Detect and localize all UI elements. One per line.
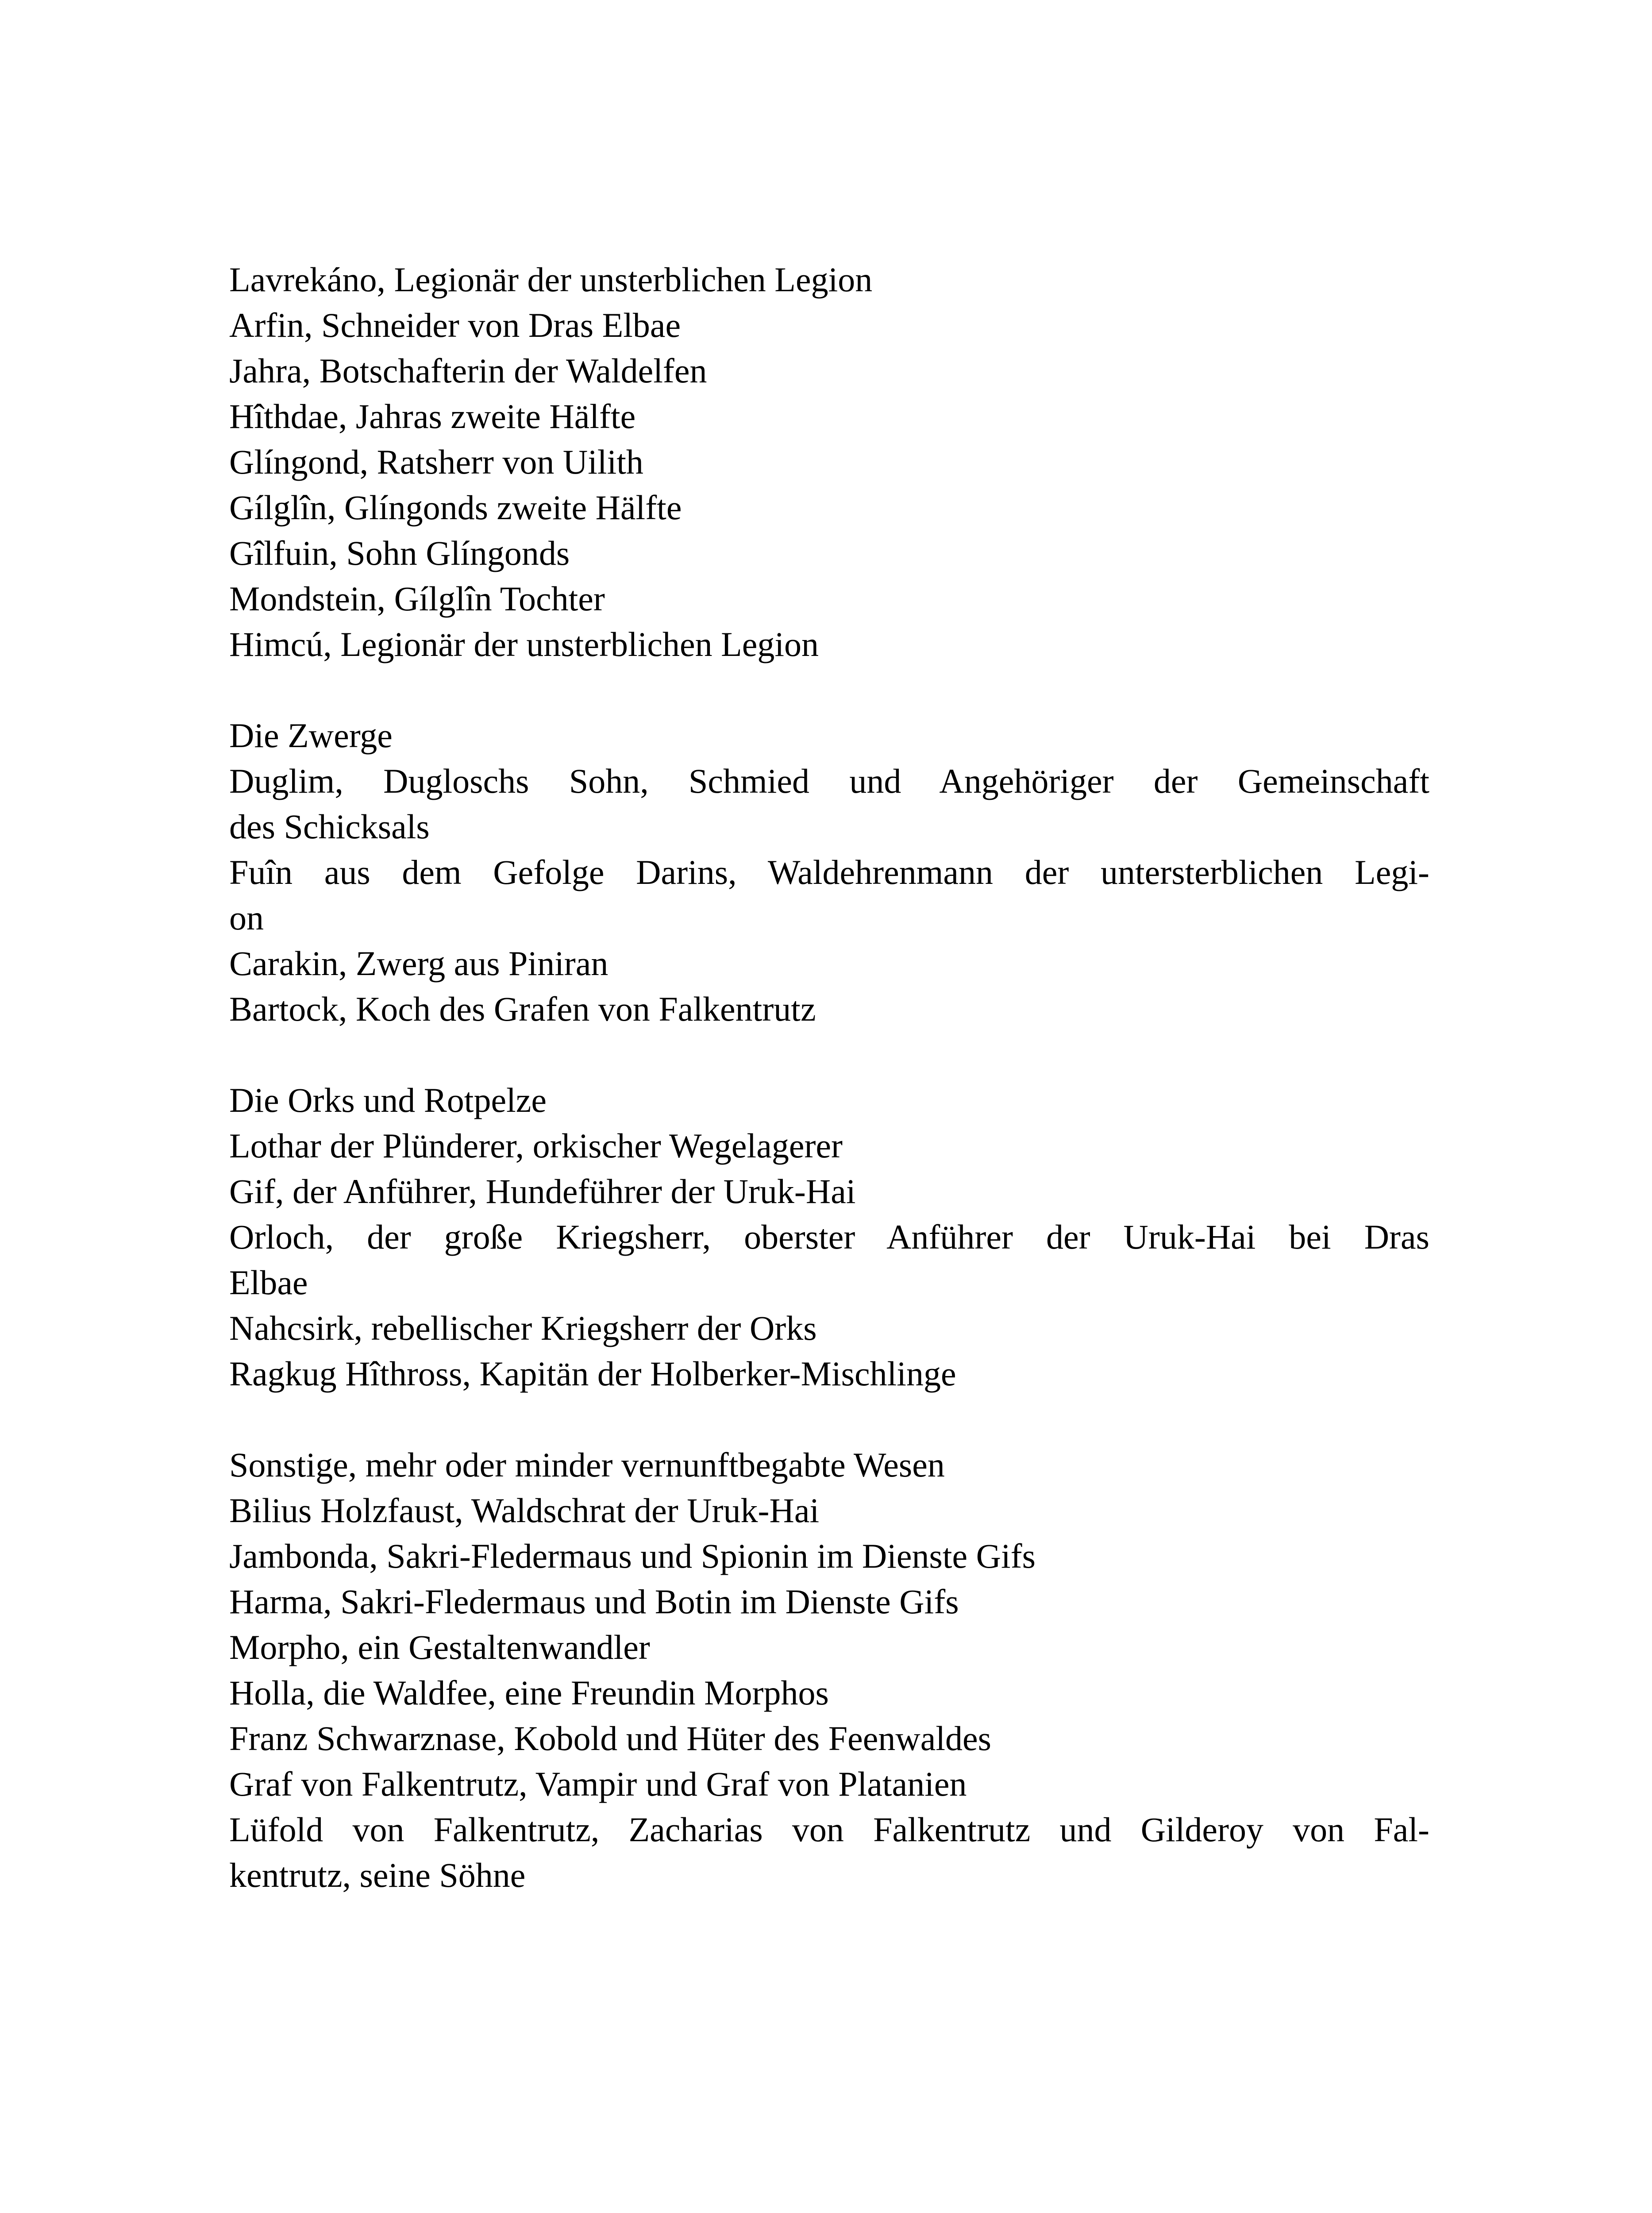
character-entry xyxy=(229,530,1429,576)
section-3 xyxy=(229,1442,1429,1898)
character-entry xyxy=(229,1351,1429,1396)
entry-line: des Schicksals xyxy=(229,807,430,846)
character-entry xyxy=(229,1488,1429,1533)
entry-line: Nahcsirk, rebellischer Kriegsherr der Orks xyxy=(229,1309,817,1347)
entry-line: Hîthdae, Jahras zweite Hälfte xyxy=(229,397,636,436)
character-entry xyxy=(229,257,1429,302)
entry-line: Jambonda, Sakri-Fledermaus und Spionin im Dienste Gifs xyxy=(229,1537,1036,1575)
entry-line: Duglim, Dugloschs Sohn, Schmied und Angehöriger der Gemeinschaft xyxy=(229,762,1429,800)
section-heading: Die Zwerge xyxy=(229,716,393,755)
entry-line: Gif, der Anführer, Hundeführer der Uruk-Hai xyxy=(229,1172,856,1211)
section-0 xyxy=(229,257,1429,667)
section-heading: Die Orks und Rotpelze xyxy=(229,1081,547,1119)
entry-line: Glíngond, Ratsherr von Uilith xyxy=(229,443,643,481)
character-entry xyxy=(229,1305,1429,1351)
character-entry xyxy=(229,439,1429,485)
entry-line: Ragkug Hîthross, Kapitän der Holberker-Mischlinge xyxy=(229,1354,956,1393)
entry-line: Harma, Sakri-Fledermaus und Botin im Dienste Gifs xyxy=(229,1582,959,1621)
character-entry xyxy=(229,302,1429,348)
character-entry xyxy=(229,1579,1429,1624)
entry-line: Orloch, der große Kriegsherr, oberster Anführer der Uruk-Hai bei Dras xyxy=(229,1218,1429,1256)
character-entry xyxy=(229,986,1429,1032)
character-entry xyxy=(229,393,1429,439)
character-entry xyxy=(229,1168,1429,1214)
character-entry xyxy=(229,1123,1429,1168)
entry-line: Jahra, Botschafterin der Waldelfen xyxy=(229,351,707,390)
entry-line: Morpho, ein Gestaltenwandler xyxy=(229,1628,650,1666)
entry-line: Carakin, Zwerg aus Piniran xyxy=(229,944,608,983)
entry-line: Himcú, Legionär der unsterblichen Legion xyxy=(229,625,819,663)
character-entry xyxy=(229,1807,1429,1898)
character-entry xyxy=(229,1670,1429,1716)
entry-line: Lavrekáno, Legionär der unsterblichen Legion xyxy=(229,260,873,299)
entry-line: Gílglîn, Glíngonds zweite Hälfte xyxy=(229,488,682,527)
entry-line: Gîlfuin, Sohn Glíngonds xyxy=(229,534,570,572)
section-1 xyxy=(229,713,1429,1032)
entry-line: Graf von Falkentrutz, Vampir und Graf von Platanien xyxy=(229,1765,967,1803)
entry-line: Fuîn aus dem Gefolge Darins, Waldehrenmann der untersterblichen Legi- xyxy=(229,853,1429,891)
entry-line: Bartock, Koch des Grafen von Falkentrutz xyxy=(229,990,816,1028)
character-entry xyxy=(229,758,1429,849)
character-entry xyxy=(229,849,1429,941)
entry-line: Lothar der Plünderer, orkischer Wegelagerer xyxy=(229,1126,843,1165)
section-2 xyxy=(229,1077,1429,1396)
entry-line: Franz Schwarznase, Kobold und Hüter des Feenwaldes xyxy=(229,1719,992,1758)
character-entry xyxy=(229,485,1429,530)
character-entry xyxy=(229,621,1429,667)
entry-line: Holla, die Waldfee, eine Freundin Morphos xyxy=(229,1673,829,1712)
character-entry xyxy=(229,941,1429,986)
character-entry xyxy=(229,348,1429,393)
entry-line: on xyxy=(229,898,264,937)
entry-line: kentrutz, seine Söhne xyxy=(229,1856,526,1894)
character-entry xyxy=(229,1533,1429,1579)
entry-line: Arfin, Schneider von Dras Elbae xyxy=(229,306,681,344)
entry-line: Elbae xyxy=(229,1263,308,1302)
entry-line: Bilius Holzfaust, Waldschrat der Uruk-Hai xyxy=(229,1491,820,1530)
entry-line: Mondstein, Gílglîn Tochter xyxy=(229,579,605,618)
character-entry xyxy=(229,1624,1429,1670)
character-entry xyxy=(229,1214,1429,1305)
character-entry xyxy=(229,1716,1429,1761)
character-entry xyxy=(229,1761,1429,1807)
section-heading: Sonstige, mehr oder minder vernunftbegabte Wesen xyxy=(229,1446,945,1484)
character-list xyxy=(229,257,1429,1898)
entry-line: Lüfold von Falkentrutz, Zacharias von Falkentrutz und Gilderoy von Fal- xyxy=(229,1810,1429,1849)
character-entry xyxy=(229,576,1429,621)
